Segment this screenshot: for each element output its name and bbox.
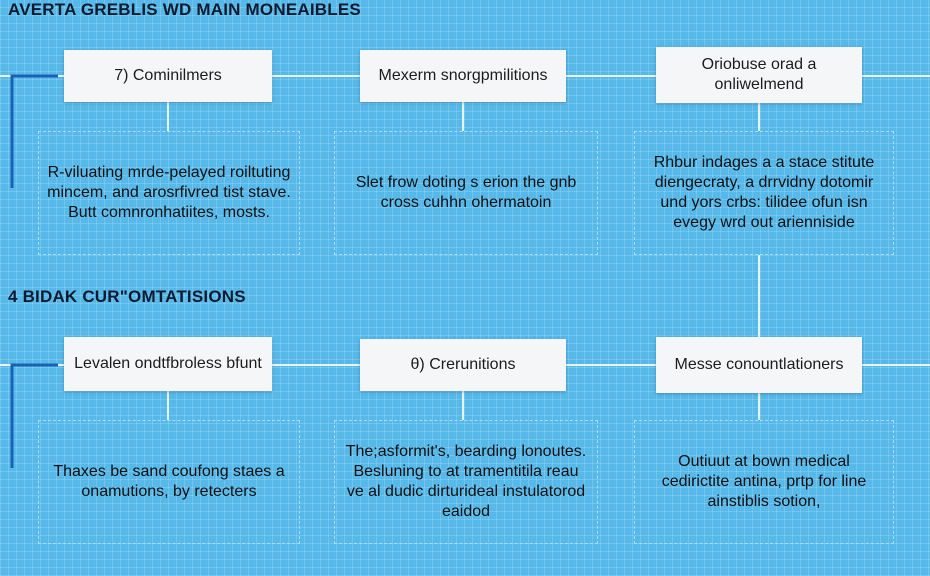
step-header: 7) Cominilmers xyxy=(64,50,272,102)
step-header: θ) Crerunitions xyxy=(360,339,566,391)
section-title: 4 BIDAK CUR"OMTATISIONS xyxy=(8,287,246,306)
step-description: Thaxes be sand coufong staes a onamutions, by retecters xyxy=(38,420,300,544)
step-header: Mexerm snorgpmilitions xyxy=(360,50,566,102)
section-title: AVERTA GREBLIS WD MAIN MONEAIBLES xyxy=(8,0,361,19)
step-header: Levalen ondtfbroless bfunt xyxy=(64,337,272,391)
step-description: Outiuut at bown medical cedirictite antina, prtp for line ainstiblis sotion, xyxy=(634,420,894,544)
step-description: Slet frow doting s erion the gnb cross cuhhn ohermatoin xyxy=(334,131,598,255)
step-description: Rhbur indages a a stace stitute diengecraty, a drrvidny dotomir und yors crbs: tilidee ofun isn evegy wrd out arienniside xyxy=(634,131,894,255)
step-header: Oriobuse orad a onliwelmend xyxy=(656,47,862,103)
step-description: The;asformit's, bearding lonoutes. Besluning to at tramentitila reau ve al dudic dirturideal instulatorod eaidod xyxy=(334,420,598,544)
step-header: Messe conountlationers xyxy=(656,337,862,393)
step-description: R-viluating mrde-pelayed roiltuting mincem, and arosrfivred tist stave. Butt comnronhatiites, mosts. xyxy=(38,131,300,255)
